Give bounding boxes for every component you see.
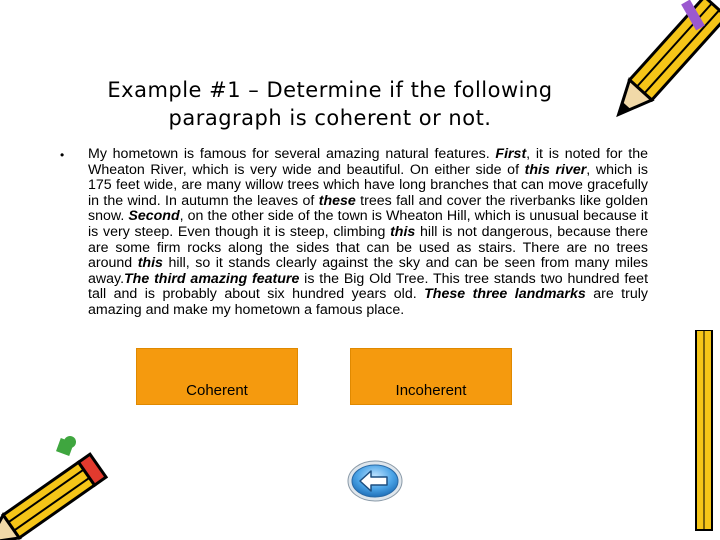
pencil-right-edge-icon xyxy=(680,330,720,540)
slide-title xyxy=(60,76,600,132)
title-line-2: paragraph is coherent or not. xyxy=(168,106,492,130)
bullet-marker: • xyxy=(60,148,65,162)
transition-word: Second xyxy=(128,208,180,225)
back-button[interactable] xyxy=(347,460,403,502)
transition-word: this river xyxy=(524,161,587,178)
transition-word: this xyxy=(390,223,416,240)
paragraph-text: hill, so it stands clearly against the sky and can be seen from many miles away. xyxy=(88,255,648,287)
paragraph-text: My hometown is famous for several amazing natural features. xyxy=(88,146,496,162)
paragraph-text: hill is not dangerous, because there are some firm rocks along the sides that can be used as stairs. There are no trees around xyxy=(88,223,649,272)
transition-word: this xyxy=(137,255,163,272)
paragraph-text: trees fall and cover the riverbanks like golden snow. xyxy=(88,192,648,225)
pencil-bottom-left-icon xyxy=(0,430,130,540)
pencil-top-right-icon xyxy=(600,0,720,135)
paragraph-text: , on the other side of the town is Wheaton Hill, which is unusual because it is very steep. Even though it is steep, climbing xyxy=(88,208,648,240)
coherent-button-label: Coherent xyxy=(186,382,248,399)
title-line-1: Example #1 – Determine if the following xyxy=(107,78,553,102)
paragraph-text: are truly amazing and make my hometown a famous place. xyxy=(88,286,648,318)
transition-word: The third amazing feature xyxy=(124,270,300,287)
coherent-button[interactable] xyxy=(136,348,298,405)
example-paragraph xyxy=(88,147,648,319)
paragraph-text: , which is 175 feet wide, are many willow trees which have long branches that can move gracefully in the wind. In autumn the leaves of xyxy=(88,161,648,209)
paragraph-text: is the Big Old Tree. This tree stands two hundred feet tall and is probably about six hundred years old. xyxy=(88,270,649,303)
transition-word: First xyxy=(495,146,527,162)
incoherent-button-label: Incoherent xyxy=(395,382,467,399)
paragraph-text: , it is noted for the Wheaton River, which is very wide and beautiful. On either side of xyxy=(88,146,648,178)
transition-word: these xyxy=(318,192,356,209)
transition-word: These three landmarks xyxy=(424,286,586,303)
incoherent-button[interactable] xyxy=(350,348,512,405)
